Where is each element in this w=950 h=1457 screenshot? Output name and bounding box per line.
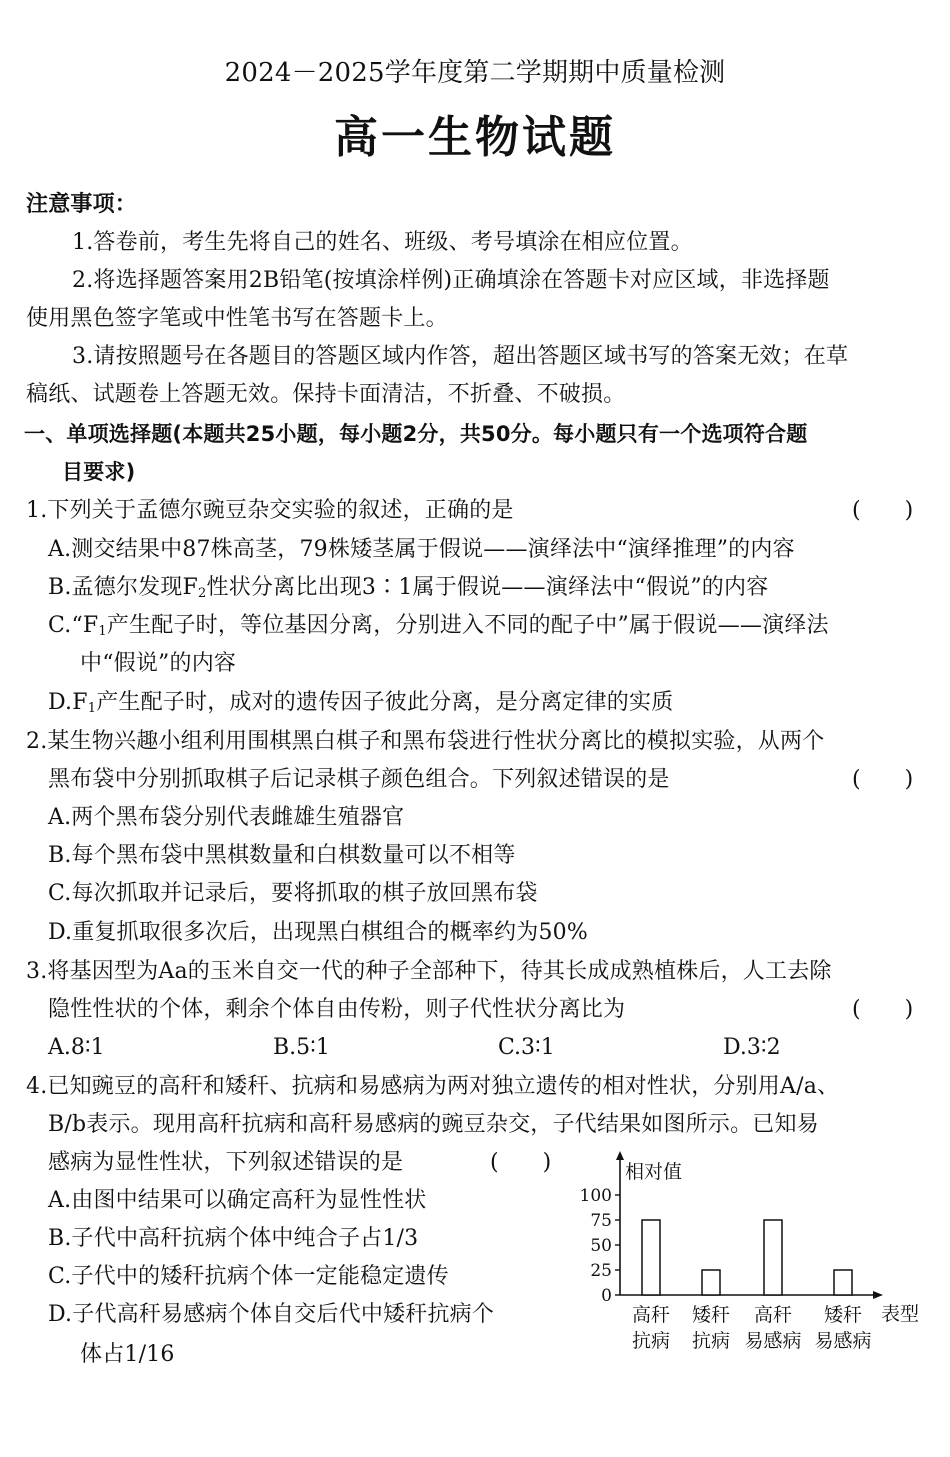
q3-answer-paren: ( ) [852,997,914,1022]
q1-option-b: B.孟德尔发现$F_2$性状分离比出现3∶1属于假说——演绎法中“假说”的内容 [48,575,769,601]
x-axis-label: 表型 [881,1303,920,1325]
page-title: 高一生物试题 [334,112,616,163]
q1-option-c: $C.“F_1$产生配子时，等位基因分离，分别进入不同的配子中”属于假说——演绎法 [48,613,829,639]
notice-item-2-cont: 使用黑色签字笔或中性笔书写在答题卡上。 [26,306,448,331]
x-tick-label: 高秆 [753,1304,793,1326]
x-axis-arrow [873,1291,883,1299]
q2-stem-cont: 黑布袋中分别抓取棋子后记录棋子颜色组合。下列叙述错误的是 [48,767,670,792]
q2-answer-paren: ( ) [852,767,914,792]
y-axis-arrow [616,1151,624,1160]
y-tick-label: 0 [601,1286,612,1306]
x-tick-label: 高秆 [631,1304,671,1326]
section-title: 一、单项选择题(本题共25小题，每小题2分，共50分。每小题只有一个选项符合题 [24,422,808,446]
q2-option-c: C.每次抓取并记录后，要将抓取的棋子放回黑布袋 [48,881,538,906]
q4-option-d: D.子代高秆易感病个体自交后代中矮秆抗病个 [48,1302,495,1327]
y-axis-label: 相对值 [625,1161,683,1183]
y-tick-label: 75 [590,1211,612,1231]
x-tick-label: 易感病 [744,1330,802,1352]
q2-option-a: A.两个黑布袋分别代表雌雄生殖器官 [48,805,405,830]
q4-option-a: A.由图中结果可以确定高秆为显性性状 [48,1188,427,1213]
q3-option-d: D.3∶2 [723,1035,781,1060]
notice-item-3: 3.请按照题号在各题目的答题区域内作答，超出答题区域书写的答案无效；在草 [72,344,849,369]
q3-option-a: A.8∶1 [48,1035,105,1060]
bar [702,1270,720,1295]
q4-stem: 4.已知豌豆的高秆和矮秆、抗病和易感病为两对独立遗传的相对性状，分别用A/a、 [26,1074,840,1099]
section-title-cont: 目要求) [62,460,136,484]
q1-option-c-cont: 中“假说”的内容 [80,651,237,676]
x-tick-label: 矮秆 [691,1304,731,1326]
q1-answer-paren: ( ) [852,498,914,523]
q4-stem-cont-2: 感病为显性性状，下列叙述错误的是 [48,1150,404,1175]
x-tick-label: 易感病 [814,1330,872,1352]
q2-stem: 2.某生物兴趣小组利用围棋黑白棋子和黑布袋进行性状分离比的模拟实验，从两个 [26,729,825,754]
x-tick-label: 抗病 [691,1330,731,1352]
notice-item-2: 2.将选择题答案用2B铅笔(按填涂样例)正确填涂在答题卡对应区域，非选择题 [72,268,830,293]
q3-option-c: C.3∶1 [498,1035,555,1060]
q4-option-b: B.子代中高秆抗病个体中纯合子占1/3 [48,1226,419,1251]
phenotype-bar-chart [565,1150,935,1365]
notice-heading: 注意事项： [26,192,138,217]
q4-stem-cont-1: B/b表示。现用高秆抗病和高秆易感病的豌豆杂交，子代结果如图所示。已知易 [48,1112,819,1137]
q3-stem: 3.将基因型为Aa的玉米自交一代的种子全部种下，待其长成成熟植株后，人工去除 [26,959,832,984]
q3-stem-cont: 隐性性状的个体，剩余个体自由传粉，则子代性状分离比为 [48,997,626,1022]
notice-item-3-cont: 稿纸、试题卷上答题无效。保持卡面清洁，不折叠、不破损。 [26,382,626,407]
q1-option-a: A.测交结果中87株高茎，79株矮茎属于假说——演绎法中“演绎推理”的内容 [48,537,795,562]
x-tick-label: 矮秆 [823,1304,863,1326]
bar [642,1220,660,1295]
x-tick-label: 抗病 [631,1330,671,1352]
bar [834,1270,852,1295]
q4-answer-paren: ( ) [490,1150,552,1175]
q2-option-d: D.重复抓取很多次后，出现黑白棋组合的概率约为50% [48,920,588,945]
exam-name: 2024－2025学年度第二学期期中质量检测 [224,58,726,88]
bar [764,1220,782,1295]
q4-option-c: C.子代中的矮秆抗病个体一定能稳定遗传 [48,1264,449,1289]
q3-option-b: B.5∶1 [273,1035,330,1060]
y-tick-label: 25 [590,1261,612,1281]
y-tick-label: 100 [579,1186,612,1206]
notice-item-1: 1.答卷前，考生先将自己的姓名、班级、考号填涂在相应位置。 [72,230,693,255]
q2-option-b: B.每个黑布袋中黑棋数量和白棋数量可以不相等 [48,843,516,868]
q1-stem: 1.下列关于孟德尔豌豆杂交实验的叙述，正确的是 [26,498,514,523]
q4-option-d-cont: 体占1/16 [80,1342,175,1367]
y-tick-label: 50 [590,1236,612,1256]
q1-option-d: $D.F_1$产生配子时，成对的遗传因子彼此分离，是分离定律的实质 [48,690,674,716]
